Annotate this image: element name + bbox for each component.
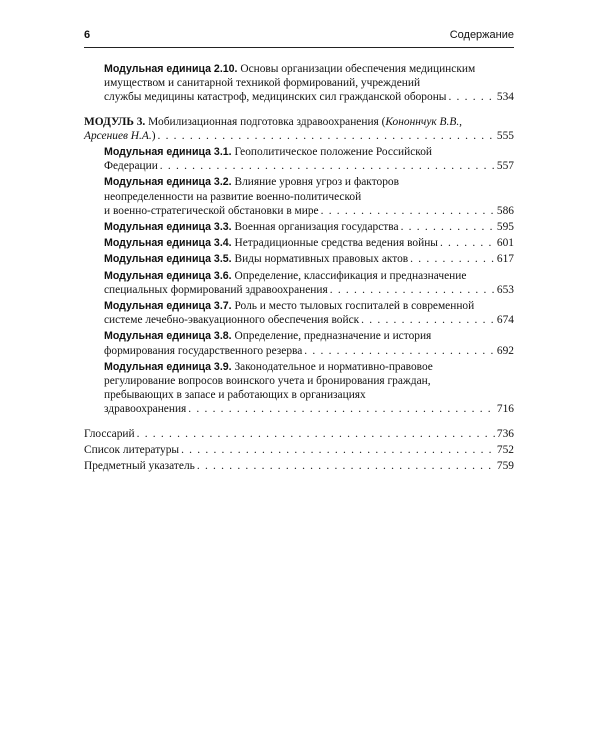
page-ref: 674 bbox=[496, 314, 514, 327]
page-ref: 586 bbox=[496, 204, 514, 217]
dot-leader bbox=[181, 443, 495, 457]
unit-title: Виды нормативных правовых актов bbox=[234, 253, 409, 266]
unit-label: Модульная единица 3.3. bbox=[104, 221, 232, 234]
unit-title: Законодательное и нормативно-правовое bbox=[234, 360, 433, 373]
toc-entry-unit-3-8[interactable] bbox=[84, 329, 514, 357]
page-ref: 736 bbox=[496, 427, 514, 440]
page-ref: 534 bbox=[496, 91, 514, 104]
page-ref: 595 bbox=[496, 221, 514, 234]
unit-title: Нетрадиционные средства ведения войны bbox=[234, 237, 438, 250]
unit-title-continued: специальных формирований здравоохранения bbox=[104, 283, 328, 296]
page-ref: 555 bbox=[496, 129, 514, 142]
toc-entry-unit-2-10[interactable] bbox=[84, 62, 514, 105]
toc-entry-subject-index[interactable] bbox=[84, 459, 514, 473]
dot-leader bbox=[410, 252, 495, 266]
unit-title: Геополитическое положение Российской bbox=[234, 146, 432, 159]
unit-title-continued: регулирование вопросов воинского учета и бронирования граждан, bbox=[104, 375, 431, 388]
unit-title-continued: службы медицины катастроф, медицинских сил гражданской обороны bbox=[104, 91, 447, 104]
toc-entry-unit-3-1[interactable] bbox=[84, 145, 514, 173]
unit-label: Модульная единица 3.7. bbox=[104, 300, 232, 313]
toc-entry-unit-3-3[interactable] bbox=[84, 220, 514, 234]
unit-title: Военная организация государства bbox=[234, 221, 399, 234]
module-authors-continued: Арсениев Н.А. bbox=[84, 129, 152, 142]
entry-title: Предметный указатель bbox=[84, 460, 195, 473]
unit-label: Модульная единица 3.5. bbox=[104, 253, 232, 266]
entry-title: Список литературы bbox=[84, 443, 180, 456]
unit-label: Модульная единица 3.6. bbox=[104, 269, 232, 282]
unit-title: Основы организации обеспечения медицинским bbox=[240, 63, 476, 75]
toc-entry-unit-3-7[interactable] bbox=[84, 299, 514, 327]
unit-label: Модульная единица 3.2. bbox=[104, 176, 232, 189]
dot-leader bbox=[304, 344, 495, 358]
unit-title: Определение, классификация и предназначение bbox=[234, 269, 467, 282]
page-ref: 653 bbox=[496, 283, 514, 296]
unit-title-continued: формирования государственного резерва bbox=[104, 344, 303, 357]
page-ref: 716 bbox=[496, 403, 514, 416]
unit-title-continued: имуществом и санитарной техникой формирований, учреждений bbox=[104, 77, 421, 90]
dot-leader bbox=[197, 459, 495, 473]
section-title: Содержание bbox=[449, 29, 514, 41]
unit-title-continued: неопределенности на развитие военно-политической bbox=[104, 190, 362, 203]
page-ref: 601 bbox=[496, 237, 514, 250]
dot-leader bbox=[160, 159, 495, 173]
unit-title-continued: системе лечебно-эвакуационного обеспечения войск bbox=[104, 314, 360, 327]
header-rule bbox=[84, 47, 514, 48]
table-of-contents bbox=[84, 62, 514, 475]
entry-title: Глоссарий bbox=[84, 427, 135, 440]
unit-title: Определение, предназначение и история bbox=[234, 330, 432, 343]
unit-title-continued: Федерации bbox=[104, 160, 158, 173]
page-ref: 752 bbox=[496, 443, 514, 456]
dot-leader bbox=[448, 90, 494, 104]
toc-entry-unit-3-4[interactable] bbox=[84, 236, 514, 250]
running-header bbox=[84, 26, 514, 48]
module-authors: Кононнчук В.В., bbox=[385, 115, 463, 128]
toc-entry-glossary[interactable] bbox=[84, 427, 514, 441]
dot-leader bbox=[440, 236, 495, 250]
unit-title-continued: здравоохранения bbox=[104, 403, 187, 416]
close-paren: ) bbox=[151, 129, 156, 142]
unit-label: Модульная единица 3.8. bbox=[104, 330, 232, 343]
toc-entry-unit-3-6[interactable] bbox=[84, 269, 514, 297]
toc-entry-unit-3-2[interactable] bbox=[84, 175, 514, 218]
unit-title: Роль и место тыловых госпиталей в современной bbox=[234, 300, 475, 313]
dot-leader bbox=[330, 283, 495, 297]
unit-label: Модульная единица 3.4. bbox=[104, 237, 232, 250]
unit-label: Модульная единица 3.1. bbox=[104, 146, 232, 159]
dot-leader bbox=[157, 129, 494, 143]
toc-entry-unit-3-5[interactable] bbox=[84, 252, 514, 266]
unit-label: Модульная единица 3.9. bbox=[104, 360, 232, 373]
page-ref: 692 bbox=[496, 344, 514, 357]
dot-leader bbox=[321, 204, 495, 218]
module-label: МОДУЛЬ 3. bbox=[84, 115, 146, 128]
dot-leader bbox=[137, 427, 495, 441]
toc-entry-references[interactable] bbox=[84, 443, 514, 457]
toc-entry-module-3[interactable] bbox=[84, 115, 514, 143]
unit-label: Модульная единица 2.10. bbox=[104, 63, 238, 75]
page-ref: 617 bbox=[496, 253, 514, 266]
dot-leader bbox=[401, 220, 495, 234]
dot-leader bbox=[361, 313, 495, 327]
page-number: 6 bbox=[84, 29, 91, 41]
unit-title-continued: пребывающих в запасе и работающих в организациях bbox=[104, 389, 366, 402]
page-ref: 557 bbox=[496, 160, 514, 173]
unit-title: Влияние уровня угроз и факторов bbox=[234, 176, 399, 189]
toc-entry-unit-3-9[interactable] bbox=[84, 360, 514, 417]
page-ref: 759 bbox=[496, 460, 514, 473]
unit-title-continued: и военно-стратегической обстановки в мире bbox=[104, 204, 319, 217]
dot-leader bbox=[188, 402, 495, 416]
module-title: Мобилизационная подготовка здравоохранения ( bbox=[148, 115, 386, 128]
